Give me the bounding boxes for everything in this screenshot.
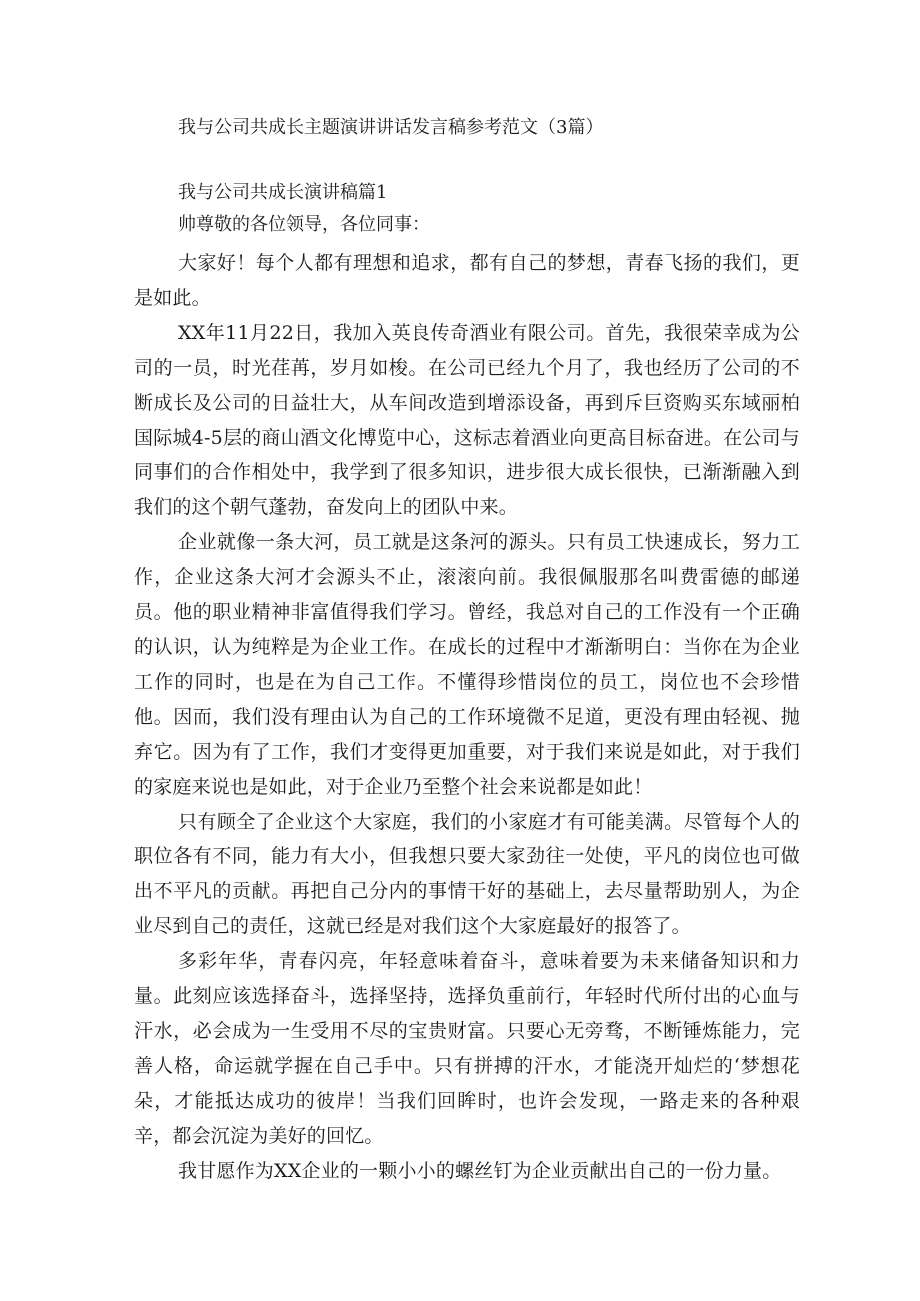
speech-body [134, 246, 800, 1188]
paragraph-big-family: 只有顾全了企业这个大家庭，我们的小家庭才有可能美满。尽管每个人的职位各有不同，能力有大小，但我想只要大家劲往一处使，平凡的岗位也可做出不平凡的贡献。再把自己分内的事情干好的基础上，去尽量帮助别人，为企业尽到自己的责任，这就已经是对我们这个大家庭最好的报答了。 [134, 810, 800, 938]
paragraph-greeting: 大家好！每个人都有理想和追求，都有自己的梦想，青春飞扬的我们，更是如此。 [134, 252, 800, 309]
paragraph-youth-struggle: 多彩年华，青春闪亮，年轻意味着奋斗，意味着要为未来储备知识和力量。此刻应该选择奋斗，选择坚持，选择负重前行，年轻时代所付出的心血与汗水，必会成为一生受用不尽的宝贵财富。只要心无旁骛，不断锤炼能力，完善人格，命运就学握在自己手中。只有拼搏的汗水，才能浇开灿烂的‘梦想花朵，才能抵达成功的彼岸！当我们回眸时，也许会发现，一路走来的各种艰辛，都会沉淀为美好的回忆。 [134, 950, 800, 1147]
paragraph-enterprise-river: 企业就像一条大河，员工就是这条河的源头。只有员工快速成长，努力工作，企业这条大河才会源头不止，滚滚向前。我很佩服那名叫费雷德的邮递员。他的职业精神非富值得我们学习。曾经，我总对自己的工作没有一个正确的认识，认为纯粹是为企业工作。在成长的过程中才渐渐明白：当你在为企业工作的同时，也是在为自己工作。不懂得珍惜岗位的员工，岗位也不会珍惜他。因而，我们没有理由认为自己的工作环境微不足道，更没有理由轻视、抛弃它。因为有了工作，我们才变得更加重要，对于我们来说是如此，对于我们的家庭来说也是如此，对于企业乃至整个社会来说都是如此！ [134, 531, 800, 798]
salutation: 帅尊敬的各位领导，各位同事： [178, 214, 430, 235]
document-title: 我与公司共成长主题演讲讲话发言稿参考范文（3篇） [178, 117, 604, 138]
section-title: 我与公司共成长演讲稿篇1 [178, 182, 388, 203]
paragraph-joining-company: XX年11月22日，我加入英良传奇酒业有限公司。首先，我很荣幸成为公司的一员，时光荏苒，岁月如梭。在公司已经九个月了，我也经历了公司的不断成长及公司的日益壮大，从车间改造到增添设备，再到斥巨资购买东域丽柏国际城4-5层的商山酒文化博览中心，这标志着酒业向更高目标奋进。在公司与同事们的合作相处中，我学到了很多知识，进步很大成长很快，已渐渐融入到我们的这个朝气蓬勃，奋发向上的团队中来。 [134, 321, 800, 519]
paragraph-closing: 我甘愿作为XX企业的一颗小小的螺丝钉为企业贡献出自己的一份力量。 [178, 1159, 782, 1182]
